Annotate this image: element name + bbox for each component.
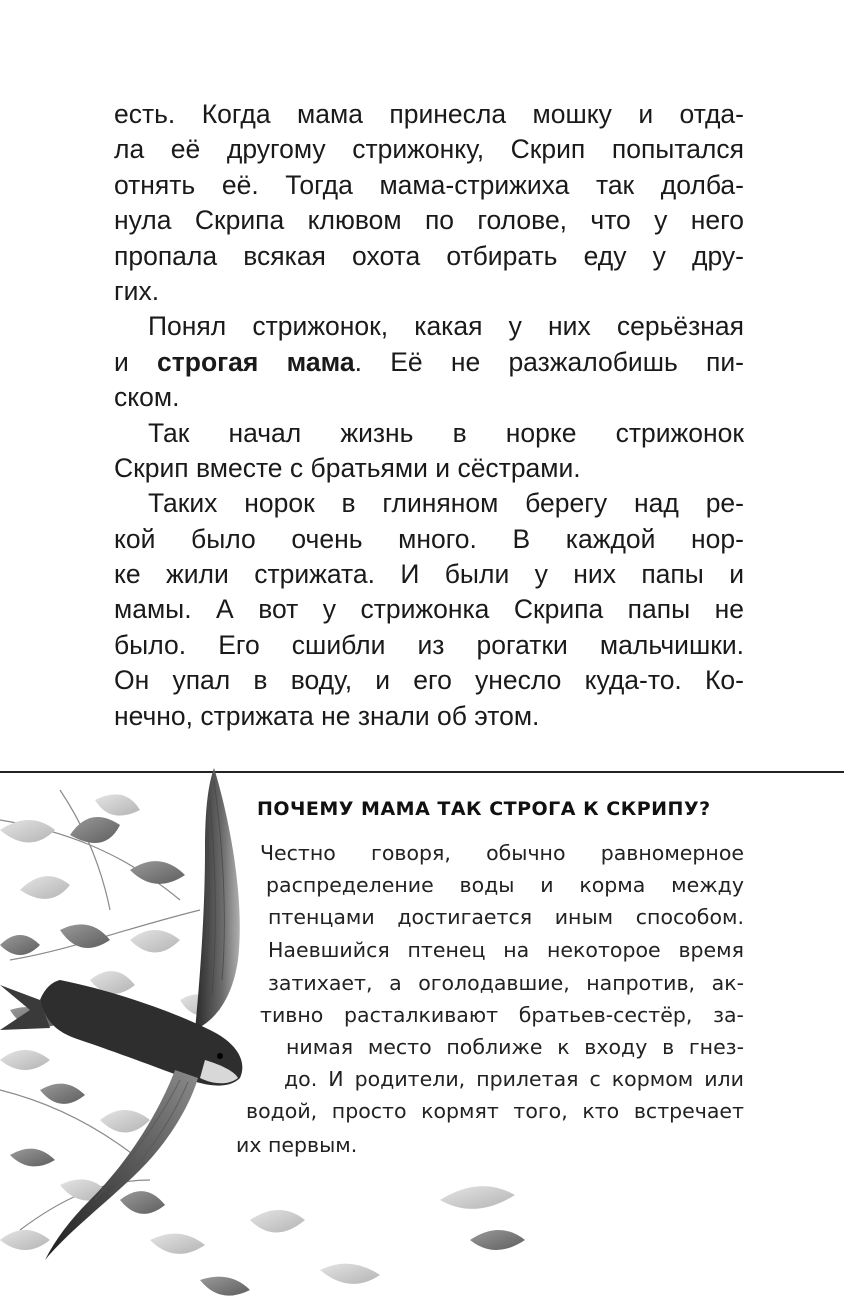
fact-line: нимая место поближе к входу в гнез- [286,1035,744,1059]
fact-line: водой, просто кормят того, кто встречает [246,1099,744,1123]
paragraph-2 [114,309,744,415]
text-line: ке жили стрижата. И были у них папы и [114,559,744,590]
text-line: Он упал в воду, и его унесло куда-то. Ко- [114,665,744,696]
fact-line: затихает, а оголодавшие, напротив, ак- [268,971,744,995]
text-line: Понял стрижонок, какая у них серьёзная [148,311,744,342]
fact-line: тивно расталкивают братьев-сестёр, за- [260,1003,744,1027]
fact-line: до. И родители, прилетая с кормом или [284,1067,744,1091]
text-line: гих. [114,275,160,306]
text-line: отнять её. Тогда мама-стрижиха так долба- [114,169,744,200]
text-line: пропала всякая охота отбирать еду у дру- [114,240,744,271]
fact-box-title: ПОЧЕМУ МАМА ТАК СТРОГА К СКРИПУ? [257,798,711,820]
main-text [114,97,744,734]
text-line: Так начал жизнь в норке стрижонок [148,417,744,448]
fact-line: птенцами достигается иным способом. [268,905,744,929]
text-line: было. Его сшибли из рогатки мальчишки. [114,629,744,660]
text-line-with-emphasis [114,345,744,380]
paragraph-4 [114,486,744,734]
fact-line: распределение воды и корма между [266,873,744,897]
text-line: ла её другому стрижонку, Скрип попытался [114,134,744,165]
paragraph-1 [114,97,744,309]
fact-line: Наевшийся птенец на некоторое время [268,938,744,962]
text-line: Скрип вместе с братьями и сёстрами. [114,452,581,483]
swift-bird [0,768,242,1260]
paragraph-3 [114,416,744,487]
text-line: есть. Когда мама принесла мошку и отда- [114,99,744,129]
fact-line: их первым. [236,1133,358,1157]
text-line: нечно, стрижата не знали об этом. [114,700,540,731]
text-fragment: и [114,346,158,377]
text-line: мамы. А вот у стрижонка Скрипа папы не [114,594,744,625]
text-line: нула Скрипа клювом по голове, что у него [114,205,744,236]
text-line: Таких норок в глиняном берегу над ре- [148,488,744,519]
text-fragment: . Её не разжалобишь пи- [354,346,744,377]
emphasis-strict-mom: строгая мама [157,346,355,377]
fact-line: Честно говоря, обычно равномерное [260,841,744,865]
text-line: ском. [114,382,180,413]
text-line: кой было очень много. В каждой нор- [114,523,744,554]
